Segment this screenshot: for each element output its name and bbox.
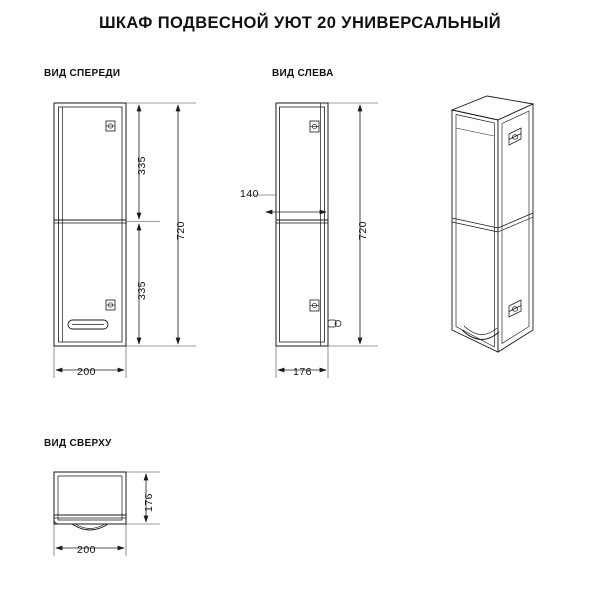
isometric-view-geometry <box>452 96 533 352</box>
top-view-geometry <box>54 472 126 530</box>
left-view-geometry <box>276 103 341 346</box>
dim-front-upper-section: 335 <box>136 155 148 175</box>
dim-front-total-height: 720 <box>175 220 187 240</box>
view-label-top: ВИД СВЕРХУ <box>44 438 112 449</box>
dim-top-depth: 176 <box>143 492 155 512</box>
dim-top-width: 200 <box>77 544 97 556</box>
view-label-left: ВИД СЛЕВА <box>272 68 334 79</box>
dim-left-depth: 140 <box>240 188 260 200</box>
dim-left-width: 176 <box>293 366 313 378</box>
front-view-geometry <box>54 103 126 346</box>
dim-front-lower-section: 335 <box>136 280 148 300</box>
view-label-front: ВИД СПЕРЕДИ <box>44 68 121 79</box>
dim-front-width: 200 <box>77 366 97 378</box>
page-title: ШКАФ ПОДВЕСНОЙ УЮТ 20 УНИВЕРСАЛЬНЫЙ <box>98 14 502 32</box>
dim-left-total-height: 720 <box>357 220 369 240</box>
